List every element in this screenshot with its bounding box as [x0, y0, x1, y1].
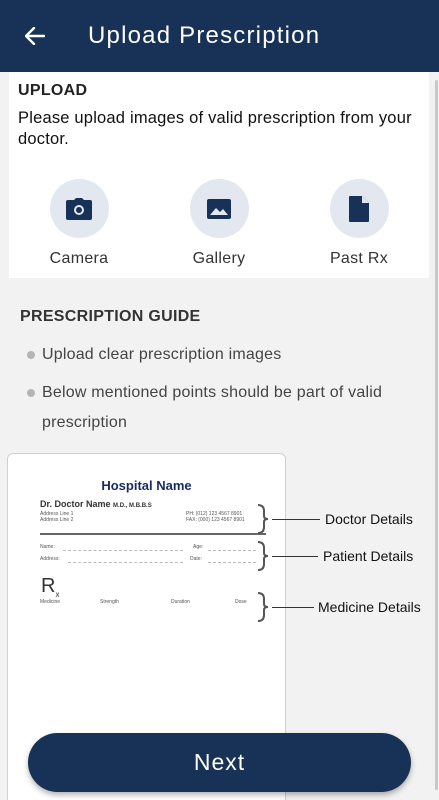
- bullet-dot: [27, 351, 35, 359]
- gallery-label: Gallery: [192, 250, 246, 267]
- medicine-brace-icon: [256, 591, 270, 623]
- upload-heading: UPLOAD: [18, 82, 88, 99]
- past-rx-option[interactable]: [309, 179, 409, 268]
- field-line: [63, 550, 183, 551]
- patient-details-callout: Patient Details: [323, 548, 414, 564]
- rx-symbol: [41, 575, 59, 599]
- sample-address-label: Address:: [40, 556, 60, 562]
- upload-card: [9, 72, 429, 278]
- sample-age-label: Age:: [193, 544, 204, 550]
- sample-hospital-name: Hospital Name: [101, 478, 192, 493]
- sample-address-2: Address Line 2: [40, 517, 74, 523]
- medicine-details-callout: Medicine Details: [318, 599, 421, 615]
- column-dose: Dose: [235, 599, 247, 605]
- doctor-brace-icon: [256, 503, 270, 535]
- bullet-dot: [27, 389, 35, 397]
- guide-bullet-text: Below mentioned points should be part of valid prescription: [42, 384, 383, 431]
- camera-label: Camera: [49, 250, 109, 267]
- column-medicine: Medicine: [40, 599, 61, 605]
- guide-bullet: [27, 378, 407, 438]
- past-rx-label: Past Rx: [329, 250, 389, 267]
- app-bar: [0, 0, 439, 72]
- guide-bullet-text: Upload clear prescription images: [42, 346, 282, 363]
- sample-fax: FAX: (000) 123 4567 8901: [186, 517, 245, 523]
- doctor-degree-text: M.D., M.B.B.S: [113, 503, 152, 509]
- guide-bullet: [27, 340, 407, 370]
- sample-date-label: Date:: [190, 556, 202, 562]
- patient-brace-icon: [256, 540, 270, 572]
- scrollbar[interactable]: [435, 80, 438, 790]
- column-strength: Strength: [100, 599, 119, 605]
- doctor-name-text: Dr. Doctor Name: [40, 499, 111, 509]
- gallery-option[interactable]: [169, 179, 269, 268]
- field-line: [208, 562, 256, 563]
- gallery-button[interactable]: [190, 179, 249, 238]
- field-line: [68, 562, 183, 563]
- camera-icon: [65, 197, 93, 221]
- field-line: [208, 550, 256, 551]
- patient-callout-line: [272, 556, 318, 557]
- back-button[interactable]: [0, 0, 70, 72]
- camera-option[interactable]: [29, 179, 129, 268]
- sample-name-label: Name:: [40, 544, 55, 550]
- page-title: Upload Prescription: [88, 22, 321, 49]
- document-icon: [348, 195, 370, 223]
- next-button[interactable]: Next: [28, 733, 411, 792]
- guide-heading: PRESCRIPTION GUIDE: [20, 308, 201, 325]
- sample-divider: [40, 533, 266, 535]
- camera-button[interactable]: [50, 179, 109, 238]
- doctor-callout-line: [272, 519, 320, 520]
- column-duration: Duration: [171, 599, 190, 605]
- medicine-callout-line: [272, 607, 314, 608]
- rx-letter: R: [41, 575, 56, 597]
- image-icon: [206, 198, 232, 220]
- sample-address-1: Address Line 1: [40, 511, 74, 517]
- past-rx-button[interactable]: [330, 179, 389, 238]
- rx-subscript: x: [55, 590, 60, 599]
- arrow-left-icon: [25, 27, 45, 45]
- doctor-details-callout: Doctor Details: [325, 511, 413, 527]
- sample-doctor-name: [40, 499, 152, 509]
- upload-description: Please upload images of valid prescription from your doctor.: [18, 109, 412, 148]
- sample-phone: PH: (012) 123 4567 8901: [186, 511, 243, 517]
